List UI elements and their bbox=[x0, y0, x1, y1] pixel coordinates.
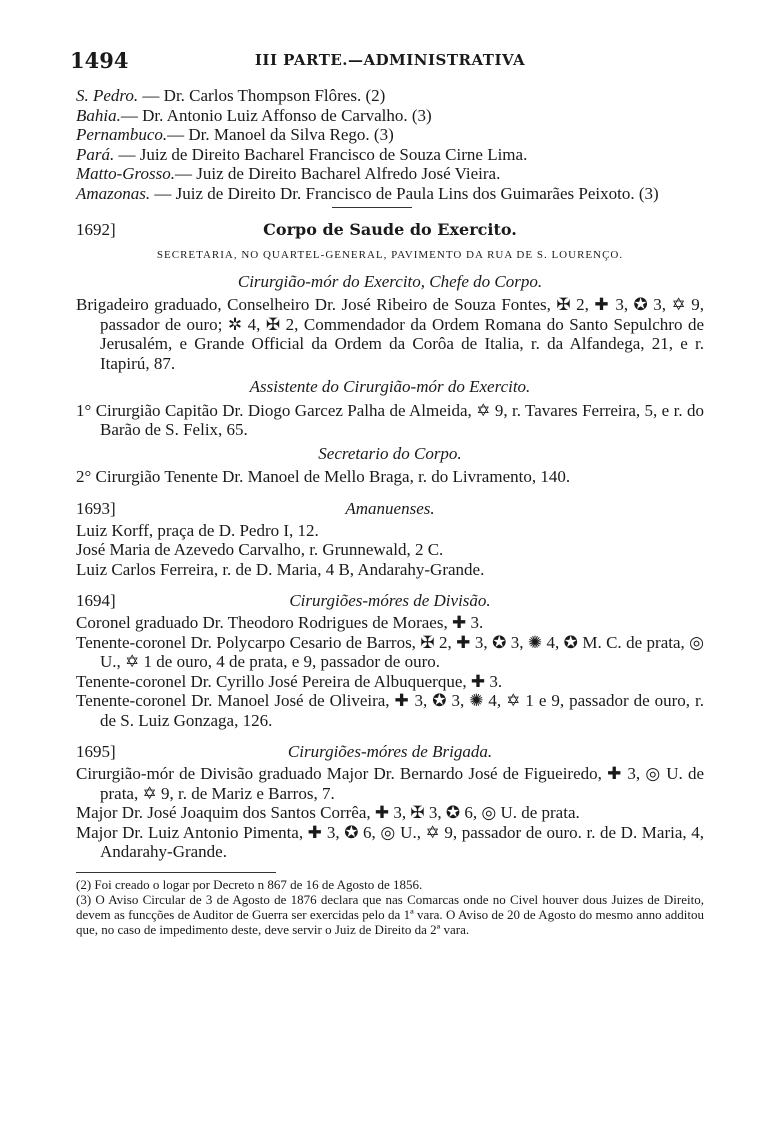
list-item: Tenente-coronel Dr. Cyrillo José Pereira de Albuquerque, ✚ 3. bbox=[76, 671, 503, 691]
page-title: III PARTE.—ADMINISTRATIVA bbox=[254, 51, 526, 69]
province-entry: Amazonas. — Juiz de Direito Dr. Francisco de Paula Lins dos Guimarães Peixoto. (3) bbox=[76, 183, 659, 203]
list-item: Major Dr. Luiz Antonio Pimenta, ✚ 3, ✪ 6, ◎ U., ✡ 9, passador de ouro. r. de D. Maria, 4, Andarahy-Grande. bbox=[76, 822, 704, 861]
list-item: Major Dr. José Joaquim dos Santos Corrêa, ✚ 3, ✠ 3, ✪ 6, ◎ U. de prata. bbox=[76, 803, 580, 822]
list-item: Cirurgião-mór de Divisão graduado Major Dr. Bernardo José de Figueiredo, ✚ 3, ◎ U. de prata, ✡ 9, r. de Mariz e Barros, 7. bbox=[76, 764, 704, 803]
entry-paragraph: Brigadeiro graduado, Conselheiro Dr. José Ribeiro de Souza Fontes, ✠ 2, ✚ 3, ✪ 3, ✡ 9, passador de ouro; ✲ 4, ✠ 2, Commendador da Ordem Romana do Santo Sepulchro de Jerusalém, e Grande Official da Ordem da Corôa de Italia, r. da Alfandega, 21, e r. Itapirú, 87. bbox=[76, 295, 704, 373]
subsection-heading: Assistente do Cirurgião-mór do Exercito. bbox=[249, 377, 531, 396]
section-number: 1695] bbox=[76, 742, 116, 761]
list-item: Luiz Korff, praça de D. Pedro I, 12. bbox=[76, 520, 319, 540]
section-title: Corpo de Saude do Exercito. bbox=[263, 220, 517, 239]
section-1694-heading bbox=[76, 591, 704, 613]
section-1692-heading bbox=[76, 220, 704, 242]
section-1695-heading bbox=[76, 742, 704, 764]
footnote-divider bbox=[76, 872, 276, 873]
entry-paragraph: 1° Cirurgião Capitão Dr. Diogo Garcez Palha de Almeida, ✡ 9, r. Tavares Ferreira, 5, e r. do Barão de S. Felix, 65. bbox=[76, 400, 704, 439]
province-entry: S. Pedro. — Dr. Carlos Thompson Flôres. (2) bbox=[76, 86, 386, 105]
section-title: Cirurgiões-móres de Brigada. bbox=[287, 742, 493, 761]
province-entry: Matto-Grosso.— Juiz de Direito Bacharel Alfredo José Vieira. bbox=[76, 164, 501, 183]
list-item: Coronel graduado Dr. Theodoro Rodrigues de Moraes, ✚ 3. bbox=[76, 613, 484, 632]
footnote: (3) O Aviso Circular de 3 de Agosto de 1876 declara que nas Comarcas onde no Civel houver dous Juizes de Direito, devem as funcções de Auditor de Guerra ser exercidas pelo da 1ª vara. O Aviso de 20 de Agosto do mesmo anno additou que, no caso de impedimento deste, deve servir o Juiz de Direito da 2ª vara. bbox=[76, 891, 704, 937]
section-number: 1692] bbox=[76, 220, 116, 239]
province-entry: Pará. — Juiz de Direito Bacharel Francisco de Souza Cirne Lima. bbox=[76, 144, 528, 164]
section-1693-heading bbox=[76, 499, 704, 521]
province-entry: Bahia.— Dr. Antonio Luiz Affonso de Carvalho. (3) bbox=[76, 105, 432, 125]
list-item: José Maria de Azevedo Carvalho, r. Grunnewald, 2 C. bbox=[76, 540, 444, 559]
list-item: Luiz Carlos Ferreira, r. de D. Maria, 4 B, Andarahy-Grande. bbox=[76, 559, 485, 579]
footnote: (2) Foi creado o logar por Decreto n 867 de 16 de Agosto de 1856. bbox=[76, 876, 423, 892]
section-title: Cirurgiões-móres de Divisão. bbox=[289, 591, 491, 610]
section-number: 1693] bbox=[76, 498, 116, 518]
section-number: 1694] bbox=[76, 591, 116, 610]
page-content bbox=[76, 86, 704, 937]
page-header bbox=[70, 48, 710, 72]
entry-paragraph: 2° Cirurgião Tenente Dr. Manoel de Mello Braga, r. do Livramento, 140. bbox=[76, 467, 571, 486]
province-entry: Pernambuco.— Dr. Manoel da Silva Rego. (3) bbox=[76, 125, 394, 144]
page-number: 1494 bbox=[70, 48, 129, 73]
section-address: SECRETARIA, NO QUARTEL-GENERAL, PAVIMENTO DA RUA DE S. LOURENÇO. bbox=[156, 249, 624, 261]
section-title: Amanuenses. bbox=[345, 498, 435, 518]
section-divider bbox=[332, 207, 412, 208]
list-item: Tenente-coronel Dr. Polycarpo Cesario de Barros, ✠ 2, ✚ 3, ✪ 3, ✺ 4, ✪ M. C. de prata, ◎ U., ✡ 1 de ouro, 4 de prata, e 9, passador de ouro. bbox=[76, 632, 704, 671]
subsection-heading: Cirurgião-mór do Exercito, Chefe do Corpo. bbox=[237, 271, 543, 291]
province-list bbox=[76, 86, 704, 203]
subsection-heading: Secretario do Corpo. bbox=[318, 443, 462, 463]
list-item: Tenente-coronel Dr. Manoel José de Oliveira, ✚ 3, ✪ 3, ✺ 4, ✡ 1 e 9, passador de ouro, r. de S. Luiz Gonzaga, 126. bbox=[76, 691, 704, 730]
